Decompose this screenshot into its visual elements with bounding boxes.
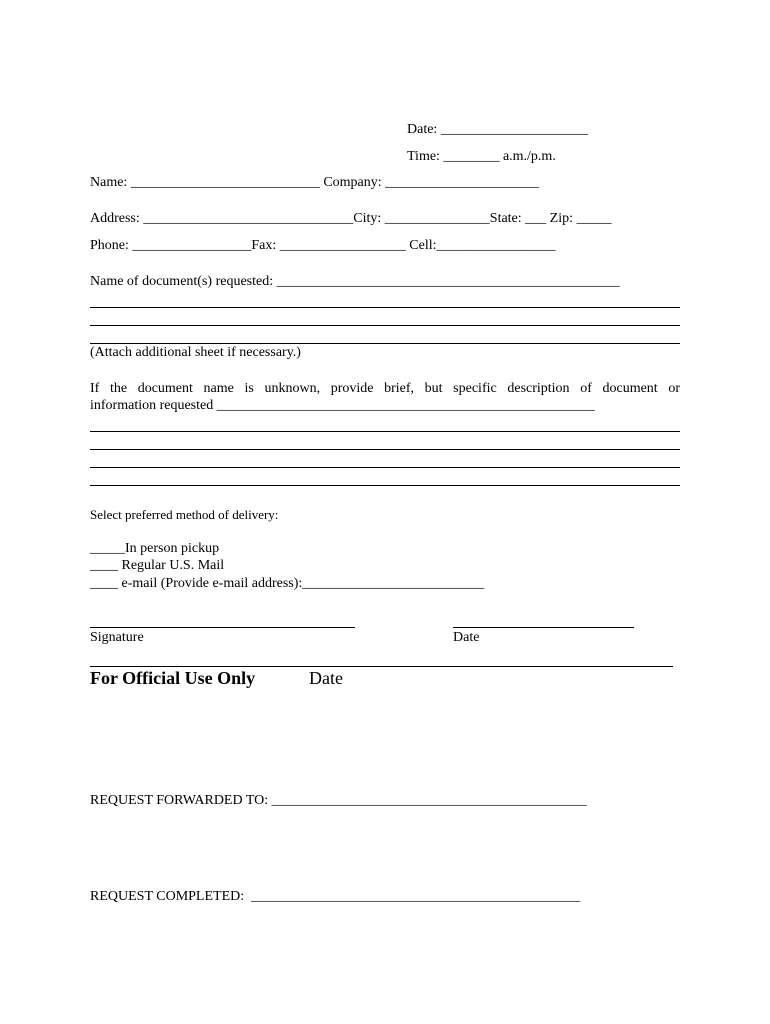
delivery-option-email[interactable]: ____ e-mail (Provide e-mail address):__________________________: [90, 576, 485, 591]
request-forwarded-field[interactable]: REQUEST FORWARDED TO: _____________________________________________: [90, 793, 587, 808]
delivery-option-pickup[interactable]: _____In person pickup: [90, 541, 220, 556]
date-field[interactable]: Date: _____________________: [407, 122, 588, 137]
attach-note: (Attach additional sheet if necessary.): [90, 345, 301, 360]
name-company-line[interactable]: Name: ___________________________ Company: ______________________: [90, 175, 540, 190]
signature-date-label: Date: [453, 630, 480, 645]
description-instructions: If the document name is unknown, provide brief, but specific description of document or: [90, 381, 680, 396]
description-line-3[interactable]: [90, 467, 680, 468]
time-field[interactable]: Time: ________ a.m./p.m.: [407, 149, 556, 164]
request-completed-field[interactable]: REQUEST COMPLETED: _______________________________________________: [90, 889, 581, 904]
official-date-label: Date: [309, 668, 343, 688]
documents-extra-line-2[interactable]: [90, 325, 680, 326]
description-line-1[interactable]: [90, 431, 680, 432]
delivery-option-mail[interactable]: ____ Regular U.S. Mail: [90, 558, 225, 573]
signature-label: Signature: [90, 630, 144, 645]
documents-extra-line-1[interactable]: [90, 307, 680, 308]
documents-requested-field[interactable]: Name of document(s) requested: _________________________________________________: [90, 274, 620, 289]
signature-date-line[interactable]: [453, 627, 634, 628]
signature-line[interactable]: [90, 627, 355, 628]
address-line[interactable]: Address: ______________________________City: _______________State: ___ Zip: _____: [90, 211, 612, 226]
description-line-2[interactable]: [90, 449, 680, 450]
information-requested-field[interactable]: information requested ______________________________________________________: [90, 398, 595, 413]
official-use-heading: For Official Use Only: [90, 668, 256, 688]
delivery-prompt: Select preferred method of delivery:: [90, 507, 279, 522]
phone-fax-cell-line[interactable]: Phone: _________________Fax: __________________ Cell:_________________: [90, 238, 556, 253]
description-line-4[interactable]: [90, 485, 680, 486]
